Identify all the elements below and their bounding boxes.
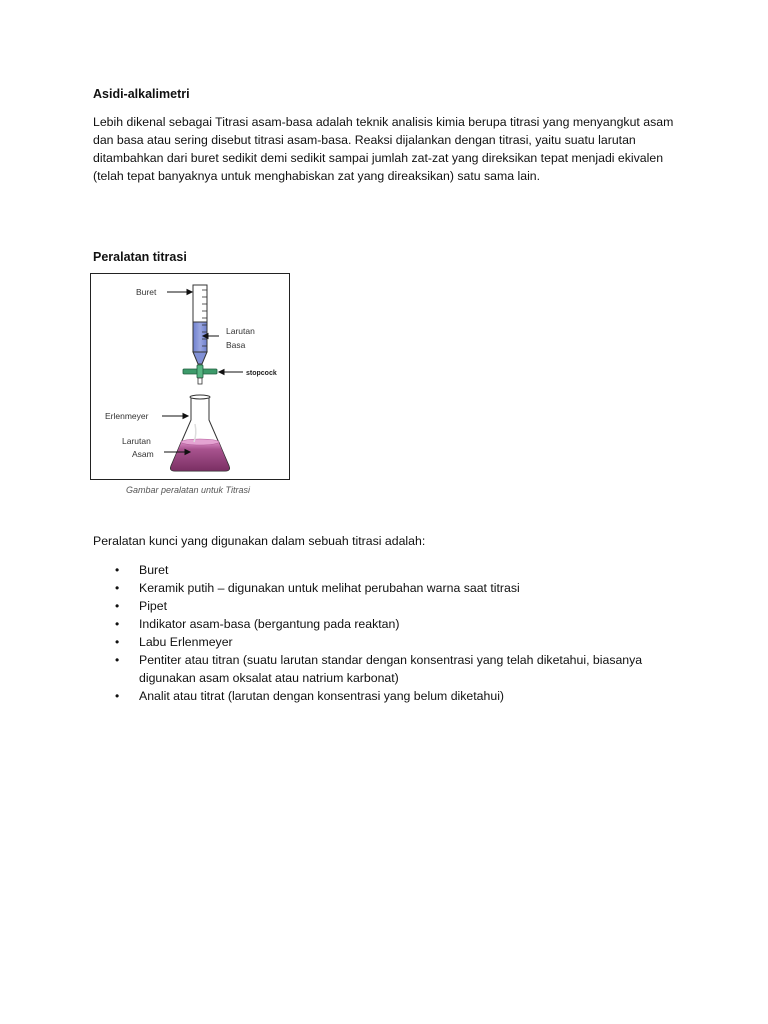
document-title: Asidi-alkalimetri [93,87,190,101]
list-item: • Analit atau titrat (larutan dengan konsentrasi yang belum diketahui) [115,689,505,703]
bullet-icon: • [115,581,120,595]
bullet-icon: • [115,617,120,631]
label-buret: Buret [136,287,157,297]
section-title: Peralatan titrasi [93,250,187,264]
list-item: • Indikator asam-basa (bergantung pada reaktan) [115,617,400,631]
bullet-icon: • [115,689,120,703]
equipment-list [93,561,683,705]
bullet-icon: • [115,653,120,667]
bullet-icon: • [115,563,120,577]
figure-caption: Gambar peralatan untuk Titrasi [126,485,250,495]
list-item: • Keramik putih – digunakan untuk melihat perubahan warna saat titrasi [115,581,520,595]
label-larutan-asam-1: Larutan [122,436,151,446]
list-item: • Pipet [115,599,168,613]
list-item: • Pentiter atau titran (suatu larutan standar dengan konsentrasi yang telah diketahui, biasanya digunakan asam oksalat atau natrium karbonat) [115,653,643,685]
buret [193,285,207,378]
erlenmeyer-flask [171,395,230,471]
bullet-icon: • [115,599,120,613]
label-larutan-basa-2: Basa [226,340,246,350]
titration-figure [90,273,290,480]
label-larutan-basa-1: Larutan [226,326,255,336]
intro-paragraph: Lebih dikenal sebagai Titrasi asam-basa adalah teknik analisis kimia berupa titrasi yang menyangkut asam dan basa atau sering disebut titrasi asam-basa. Reaksi dijalankan dengan titrasi, yaitu suatu larutan ditambahkan dari buret sedikit demi sedikit sampai jumlah zat-zat yang direksikan tepat menjadi ekivalen (telah tepat banyaknya untuk menghabiskan zat yang direaksikan) satu sama lain. [93,115,674,183]
list-intro: Peralatan kunci yang digunakan dalam sebuah titrasi adalah: [93,534,426,548]
label-stopcock: stopcock [246,370,277,377]
label-erlenmeyer: Erlenmeyer [105,411,149,421]
list-item: • Buret [115,563,169,577]
label-larutan-asam-2: Asam [132,449,154,459]
bullet-icon: • [115,635,120,649]
list-item: • Labu Erlenmeyer [115,635,233,649]
stopcock [183,365,217,384]
